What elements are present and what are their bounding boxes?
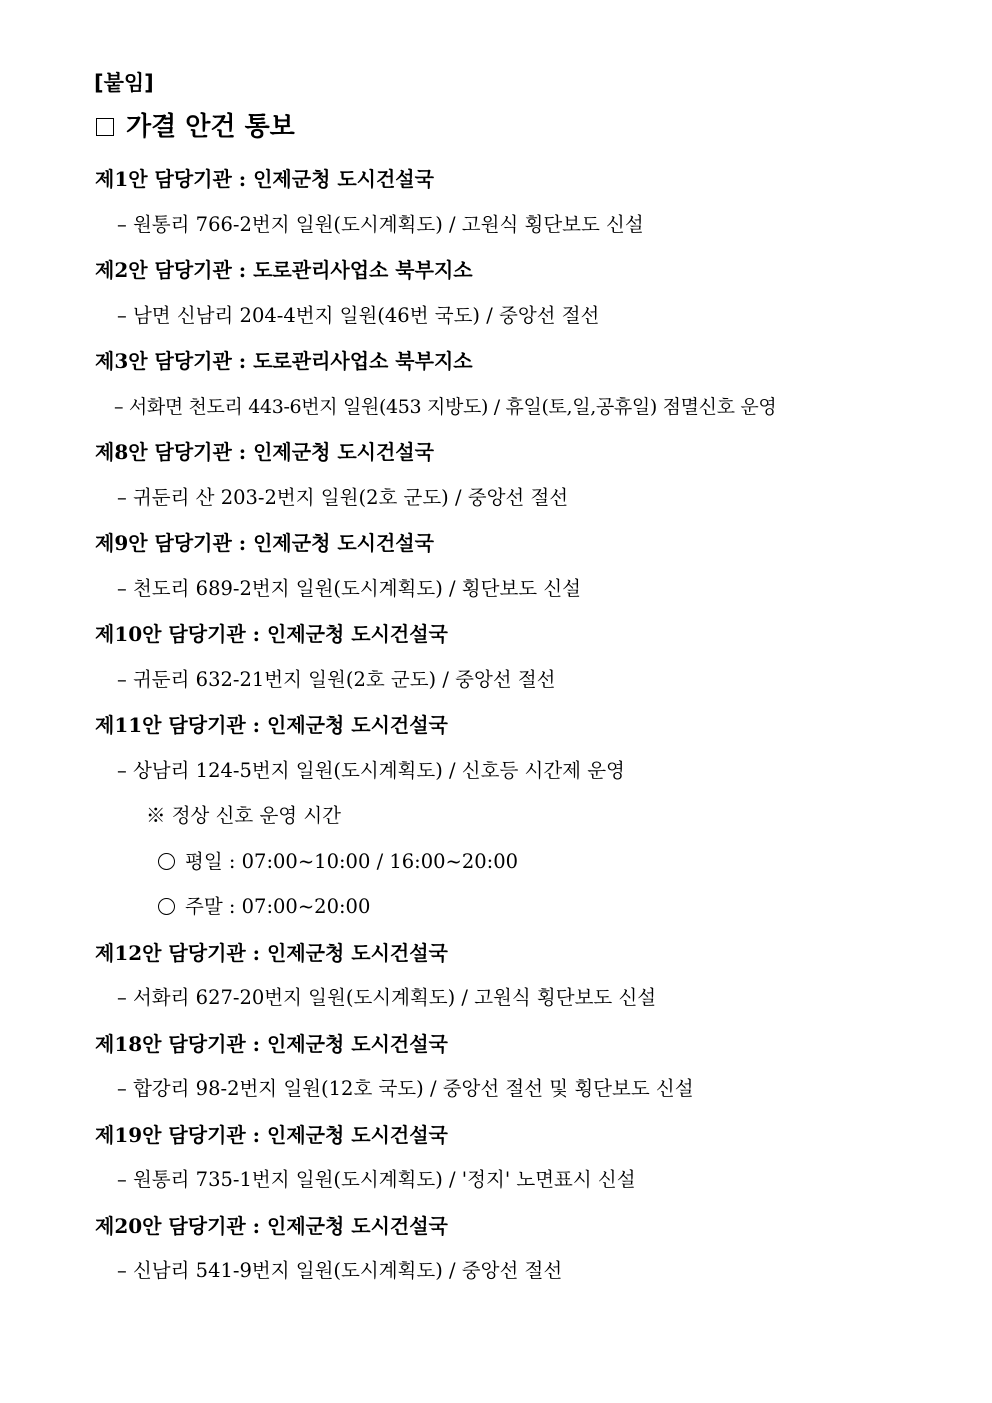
agenda-item [0,344,992,435]
agenda-note: ※ 정상 신호 운영 시간 [146,804,341,827]
agenda-detail: – 서화리 627-20번지 일원(도시계획도) / 고원식 횡단보도 신설 [117,986,657,1009]
agenda-detail-text: 귀둔리 산 203-2번지 일원(2호 군도) / 중앙선 절선 [132,485,569,509]
agenda-item [0,435,992,526]
agenda-detail-text: 귀둔리 632-21번지 일원(2호 군도) / 중앙선 절선 [132,667,556,691]
agenda-detail-text: 원통리 766-2번지 일원(도시계획도) / 고원식 횡단보도 신설 [132,212,644,236]
agenda-item [0,1118,992,1209]
agenda-detail: – 천도리 689-2번지 일원(도시계획도) / 횡단보도 신설 [117,576,582,600]
agenda-detail: – 신남리 541-9번지 일원(도시계획도) / 중앙선 절선 [117,1259,563,1282]
attachment-label: [붙임] [94,71,154,95]
agenda-header: 제18안 담당기관 : 인제군청 도시건설국 [95,1031,448,1056]
circle-bullet-icon [158,853,175,870]
agenda-header: 제10안 담당기관 : 인제군청 도시건설국 [95,622,448,646]
agenda-detail-text: 남면 신남리 204-4번지 일원(46번 국도) / 중앙선 절선 [132,303,600,327]
agenda-detail: – 합강리 98-2번지 일원(12호 국도) / 중앙선 절선 및 횡단보도 신설 [117,1077,694,1100]
agenda-detail-text: 서화리 627-20번지 일원(도시계획도) / 고원식 횡단보도 신설 [132,986,657,1009]
agenda-list [0,162,992,1300]
agenda-detail: – 원통리 766-2번지 일원(도시계획도) / 고원식 횡단보도 신설 [117,212,644,236]
agenda-item [0,708,992,936]
circle-bullet-icon [158,898,175,915]
agenda-detail: – 원통리 735-1번지 일원(도시계획도) / '정지' 노면표시 신설 [117,1168,636,1191]
agenda-detail: – 상남리 124-5번지 일원(도시계획도) / 신호등 시간제 운영 [117,758,625,782]
agenda-time-row [0,890,992,936]
agenda-item [0,617,992,708]
agenda-item [0,936,992,1027]
agenda-detail-text: 천도리 689-2번지 일원(도시계획도) / 횡단보도 신설 [132,576,582,600]
agenda-header: 제20안 담당기관 : 인제군청 도시건설국 [95,1213,448,1238]
agenda-time-text: 평일 : 07:00~10:00 / 16:00~20:00 [185,849,519,873]
page-title-text: 가결 안건 통보 [126,112,295,142]
agenda-header: 제8안 담당기관 : 인제군청 도시건설국 [95,440,434,464]
agenda-header: 제1안 담당기관 : 인제군청 도시건설국 [95,167,434,191]
agenda-detail: – 남면 신남리 204-4번지 일원(46번 국도) / 중앙선 절선 [117,303,600,327]
agenda-header: 제19안 담당기관 : 인제군청 도시건설국 [95,1122,448,1147]
agenda-detail: – 귀둔리 632-21번지 일원(2호 군도) / 중앙선 절선 [117,667,556,691]
checkbox-square-icon [96,118,114,136]
agenda-detail: – 귀둔리 산 203-2번지 일원(2호 군도) / 중앙선 절선 [117,485,569,509]
agenda-detail: – 서화면 천도리 443-6번지 일원(453 지방도) / 휴일(토,일,공휴일) 점멸신호 운영 [114,395,777,418]
agenda-header: 제9안 담당기관 : 인제군청 도시건설국 [95,531,434,555]
page-title [96,110,295,144]
agenda-time-row [0,845,992,891]
agenda-detail-text: 서화면 천도리 443-6번지 일원(453 지방도) / 휴일(토,일,공휴일) 점멸신호 운영 [128,395,777,418]
agenda-header: 제11안 담당기관 : 인제군청 도시건설국 [95,713,448,737]
agenda-item [0,162,992,253]
agenda-time-text: 주말 : 07:00~20:00 [185,895,371,918]
agenda-item [0,1209,992,1300]
agenda-header: 제3안 담당기관 : 도로관리사업소 북부지소 [95,349,473,373]
agenda-item [0,253,992,344]
agenda-detail-text: 신남리 541-9번지 일원(도시계획도) / 중앙선 절선 [132,1259,563,1282]
agenda-detail-text: 상남리 124-5번지 일원(도시계획도) / 신호등 시간제 운영 [132,758,625,782]
agenda-header: 제12안 담당기관 : 인제군청 도시건설국 [95,940,448,965]
agenda-header: 제2안 담당기관 : 도로관리사업소 북부지소 [95,258,473,282]
agenda-detail-text: 합강리 98-2번지 일원(12호 국도) / 중앙선 절선 및 횡단보도 신설 [132,1077,694,1100]
agenda-item [0,526,992,617]
agenda-detail-text: 원통리 735-1번지 일원(도시계획도) / '정지' 노면표시 신설 [132,1168,636,1191]
agenda-item [0,1027,992,1118]
